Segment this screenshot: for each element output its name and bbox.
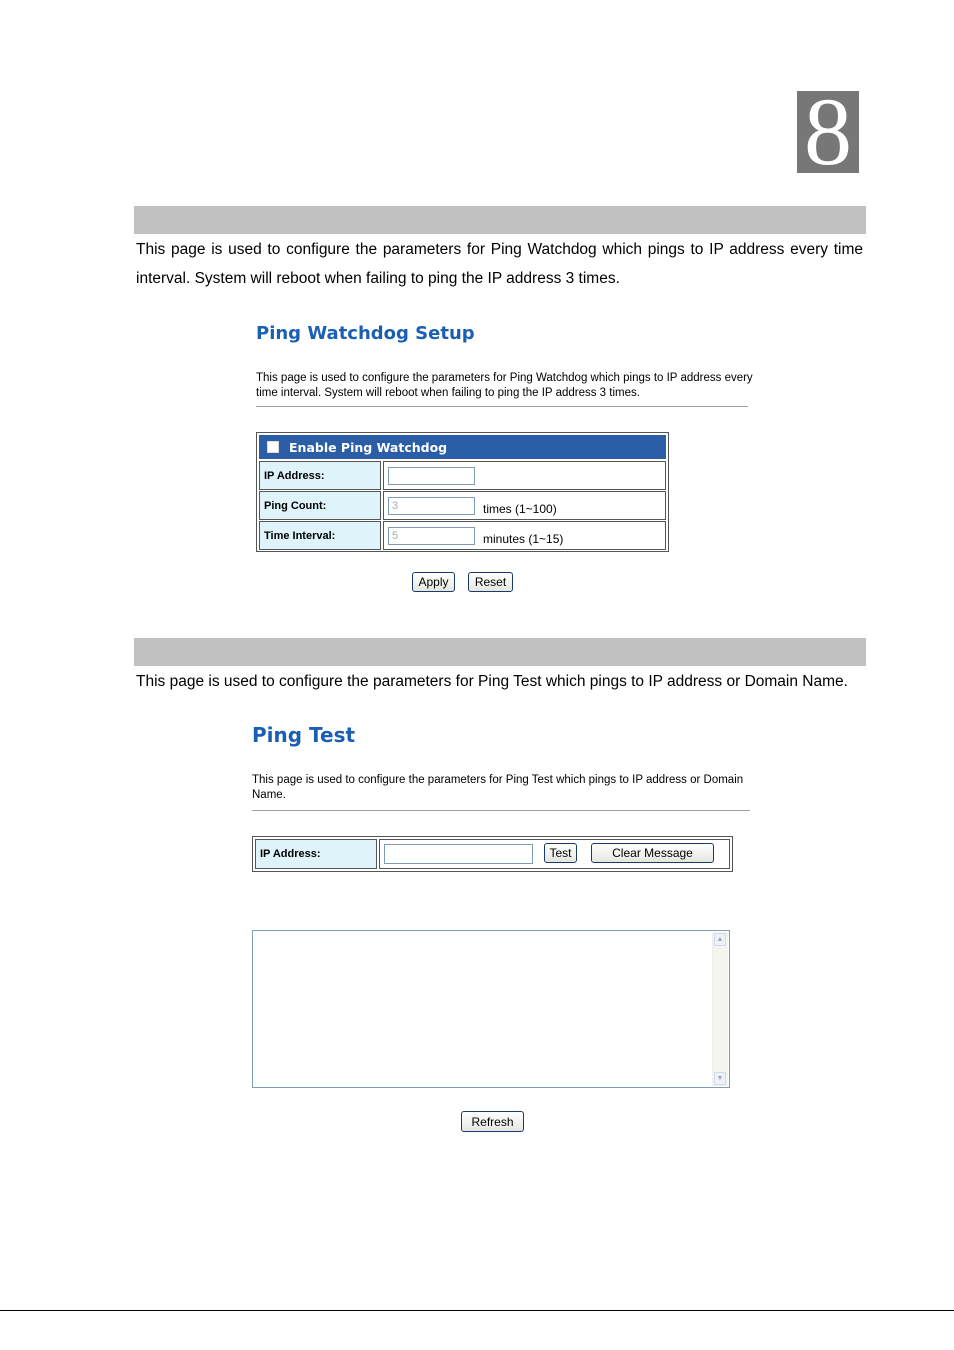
ping-test-description: This page is used to configure the parameters for Ping Test which pings to IP address or Domain Name. (252, 774, 744, 801)
ping-count-input[interactable]: 3 (388, 497, 475, 515)
apply-button[interactable]: Apply (412, 572, 455, 592)
section-header-bar-ping-test (134, 638, 866, 666)
ip-address-label: IP Address: (259, 461, 381, 490)
ping-output-textarea[interactable] (252, 930, 730, 1088)
test-button[interactable]: Test (544, 843, 577, 863)
ping-watchdog-form (256, 432, 669, 552)
ping-count-unit: times (1~100) (483, 501, 557, 516)
ip-address-cell (383, 461, 666, 490)
ping-count-cell (383, 491, 666, 520)
ping-watchdog-description: This page is used to configure the parameters for Ping Watchdog which pings to IP address every time interval. System will reboot when failing to ping the IP address 3 times. (256, 372, 753, 399)
time-interval-label: Time Interval: (259, 521, 381, 550)
scrollbar[interactable] (712, 932, 728, 1086)
refresh-button[interactable]: Refresh (461, 1111, 524, 1132)
divider (252, 810, 750, 811)
ping-test-ip-address-label: IP Address: (255, 839, 377, 869)
ip-address-input[interactable] (388, 467, 475, 485)
ping-test-title: Ping Test (252, 723, 356, 747)
ping-output-text (253, 931, 729, 937)
enable-ping-watchdog-row (259, 435, 666, 459)
reset-button[interactable]: Reset (468, 572, 513, 592)
clear-message-button[interactable]: Clear Message (591, 843, 714, 863)
chapter-number: 8 (797, 91, 859, 173)
scroll-up-icon[interactable]: ▲ (714, 933, 726, 946)
section-header-bar-ping-watchdog (134, 206, 866, 234)
section-paragraph-ping-test: This page is used to configure the parameters for Ping Test which pings to IP address or Domain Name. (136, 673, 848, 690)
ping-watchdog-title: Ping Watchdog Setup (256, 323, 475, 344)
footer-divider (0, 1310, 954, 1311)
time-interval-unit: minutes (1~15) (483, 531, 564, 546)
scroll-down-icon[interactable]: ▼ (714, 1072, 726, 1085)
time-interval-cell (383, 521, 666, 550)
enable-ping-watchdog-checkbox[interactable] (267, 441, 279, 453)
time-interval-input[interactable]: 5 (388, 527, 475, 545)
ping-count-label: Ping Count: (259, 491, 381, 520)
section-paragraph-ping-watchdog: This page is used to configure the parameters for Ping Watchdog which pings to IP address every time interval. System will reboot when failing to ping the IP address 3 times. (136, 241, 863, 287)
enable-ping-watchdog-label: Enable Ping Watchdog (289, 439, 448, 455)
ping-test-ip-address-input[interactable] (384, 844, 533, 864)
divider (256, 406, 748, 407)
